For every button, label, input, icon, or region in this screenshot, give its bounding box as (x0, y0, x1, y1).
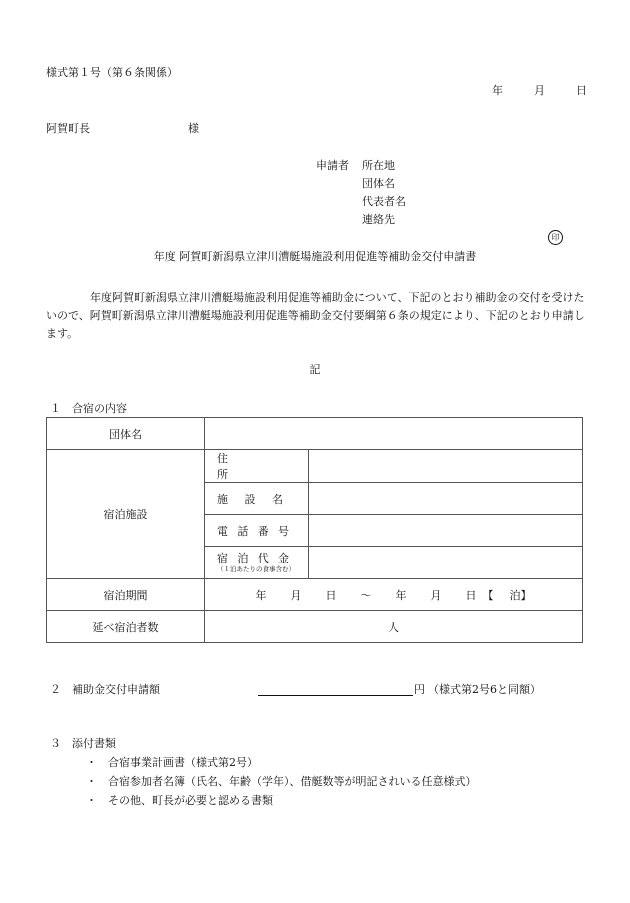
date-day: 日 (576, 84, 587, 97)
lodging-fee-note: （１泊あたりの食事含む） (217, 565, 295, 573)
lodging-address-cell[interactable] (309, 450, 583, 483)
body-text: 年度阿賀町新潟県立津川漕艇場施設利用促進等補助金について、下記のとおり補助金の交付を受けたいので、阿賀町新潟県立津川漕艇場施設利用促進等補助金交付要綱第６条の規定により、下記のとおり申請します。 (46, 291, 585, 340)
addressee-honorific: 様 (188, 122, 199, 135)
list-item: ・ 合宿参加者名簿（氏名、年齢（学年）、借艇数等が明記されいる任意様式） (86, 775, 477, 788)
addressee-name: 阿賀町長 (46, 122, 90, 135)
lodging-phone-label: 電話番号 (205, 515, 309, 547)
group-name-cell[interactable] (205, 418, 583, 450)
section1-heading: １ 合宿の内容 (50, 402, 127, 415)
total-guests-cell[interactable]: 人 (205, 611, 583, 643)
lodging-facility-cell[interactable] (309, 483, 583, 515)
applicant-contact-label: 連絡先 (362, 213, 395, 226)
section2-heading: ２ 補助金交付申請額 (50, 683, 160, 696)
document-title: 年度 阿賀町新潟県立津川漕艇場施設利用促進等補助金交付申請書 (153, 250, 477, 263)
body-paragraph (46, 289, 586, 343)
list-item: ・ その他、町長が必要と認める書類 (86, 794, 273, 807)
applicant-representative-label: 代表者名 (362, 195, 406, 208)
camp-content-table (46, 417, 583, 643)
amount-input-line[interactable] (258, 695, 413, 696)
lodging-address-label: 住所 (205, 450, 309, 483)
date-month: 月 (534, 84, 545, 97)
form-number: 様式第１号（第６条関係） (46, 66, 178, 79)
lodging-phone-cell[interactable] (309, 515, 583, 547)
amount-unit: 円 (414, 683, 425, 696)
lodging-fee-label: 宿泊代金 （１泊あたりの食事含む） (205, 547, 309, 579)
group-name-label: 団体名 (47, 418, 205, 450)
lodging-fee-cell[interactable] (309, 547, 583, 579)
date-year: 年 (492, 84, 503, 97)
period-cell[interactable]: 年 月 日 ～ 年 月 日 【 泊】 (205, 579, 583, 611)
period-label: 宿泊期間 (47, 579, 205, 611)
lodging-label: 宿泊施設 (47, 450, 205, 579)
table-row (47, 418, 583, 450)
table-row (47, 579, 583, 611)
attachment-list (86, 753, 477, 810)
section3-heading: ３ 添付書類 (50, 737, 116, 750)
ki-heading: 記 (309, 363, 321, 376)
total-guests-label: 延べ宿泊者数 (47, 611, 205, 643)
amount-note: （様式第2号6と同額） (428, 683, 541, 696)
seal-mark: 印 (548, 230, 563, 245)
table-row (47, 450, 583, 483)
list-item: ・ 合宿事業計画書（様式第2号） (86, 756, 258, 769)
applicant-group-label: 団体名 (362, 177, 395, 190)
date-line (492, 84, 587, 98)
applicant-heading: 申請者 (316, 159, 349, 172)
applicant-address-label: 所在地 (362, 159, 395, 172)
table-row (47, 611, 583, 643)
lodging-facility-label: 施設名 (205, 483, 309, 515)
